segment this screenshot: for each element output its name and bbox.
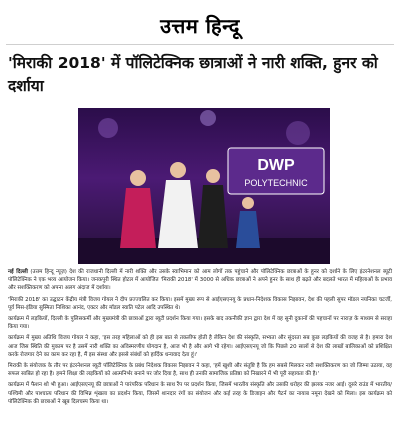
article-headline: 'मिराकी 2018' में पॉलिटेक्निक छात्राओं ने नारी शक्ति, हुनर को दर्शाया bbox=[8, 54, 378, 95]
article-photo bbox=[78, 108, 330, 264]
masthead-title: उत्तम हिन्दू bbox=[160, 14, 240, 38]
masthead bbox=[0, 12, 400, 38]
paragraph-text: (उत्तम हिन्दू न्यूज़) देश की राजधानी दिल्ली में नारी शक्ति और उसके स्वाभिमान को आम लोगों तक पहुंचाने और पॉलिटेक्निक छात्राओं के हुनर को दर्शाने के लिए इंटरनेशनल ब्यूटी पॉलिटेक्निक ने एक भव्य आयोजन किया। जनकपुरी स्थित होटल में आयोजित 'मिराकी 2018' में 3000 से अधिक छात्राओं ने अपने हुनर के साथ ही बढ़ते और बदलते भारत में महिलाओं के प्रभाव और सशक्तिकरण को अपना अलग अंदाज में दर्शाया। bbox=[8, 269, 393, 292]
article-paragraph: कार्यक्रम में लड़कियों, दिल्ली के पुलिसकर्मी और मुख्यमंत्री की छात्राओं द्वारा ब्यूटी प्रदर्शन किया गया। इसके बाद तकनीकी ज्ञान द्वारा देश में वह सुनी दुकानों की पहचानों पर नाराज़ के माध्यम से सराहा किया गया। bbox=[8, 316, 392, 331]
person-left bbox=[120, 170, 156, 248]
person-far-right bbox=[236, 197, 260, 248]
masthead-divider bbox=[6, 44, 394, 45]
article-body bbox=[8, 268, 392, 409]
banner-text: DWP bbox=[257, 157, 295, 174]
article-paragraph bbox=[8, 268, 392, 293]
article-paragraph: कार्यक्रम में मुख्य अतिथि विजय गोयल ने कहा, 'इस तरह महिलाओं को ही इस बात से तकलीफ होती है लेकिन देश की संस्कृति, सभ्यता और सुंदरता सब कुछ लड़कियों की वजह से है। हमारा देश आज जिस स्थिति की मुकाम पर है उसमें नारी शक्ति का अविस्मरणीय योगदान है, आज भी है और आगे भी रहेगा। आईएसएनयू जो कि पिछले 20 सालों से देश की लाखों बालिकाओं को प्रशिक्षित करके रोजगार देने का काम कर रहा है, मैं इस संस्था और इससे संबंधों को हार्दिक धन्यवाद देता हूं।' bbox=[8, 335, 392, 358]
article-paragraph: मिराकी के संयोजक के तौर पर इंटरनेशनल ब्यूटी पॉलिटेक्निक के प्रबंध निदेशक विकास निझावन ने कहा, 'हमें खुशी और संतुष्टि है कि हम सबसे मिलकर नारी सशक्तिकरण का जो जिम्मा उठाया, वह सफल साबित हो रहा है। हमने शिक्षा की लड़कियों को आत्मनिर्भर बनाने पर जोर दिया है, साथ ही उनकी सामाजिक प्रतिष्ठा को निखारने में भी पूरी सहायता की है।' bbox=[8, 363, 392, 378]
person-right bbox=[198, 169, 228, 248]
banner-subtext: POLYTECHNIC bbox=[244, 178, 308, 188]
dateline: नई दिल्ली bbox=[8, 269, 28, 275]
article-paragraph: कार्यक्रम में फैशन शो भी हुआ। आईएसएनयू की छात्राओं ने पारंपरिक परिधान के साथ रैंप पर प्रदर्शन किया, जिसमें भारतीय संस्कृति और उसकी धरोहर की झलक नजर आई। दूसरे राउंड में भारतीय/पश्चिमी और पाश्चात्य परिधान की विभिन्न शृंखला का प्रदर्शन किया, जिसमें शानदार रंगों का संयोजन और कई तरह के डिजाइन और पैटर्न का नायाब नमूना देखने को मिला। इस कार्यक्रम को पॉलिटेक्निक की छात्राओं ने खूब दिलचस्प किया था। bbox=[8, 382, 392, 405]
person-center bbox=[158, 162, 198, 248]
photo-illustration bbox=[78, 108, 330, 264]
article-paragraph: 'मिराकी 2018' का उद्घाटन केंद्रीय मंत्री विजय गोयल ने दीप प्रज्ज्वलित कर किया। इसमें मुख्य रूप से आईएसएनयू के प्रधान-निदेशक विकास निझावन, देश की पहली सुपर मॉडल नयनिका चटर्जी, पूर्व मिस-इंडिया सुस्मिता निशिका आनंद, एक्टर और मॉडल स्वाति पटेल आदि उपस्थित थे। bbox=[8, 296, 392, 311]
